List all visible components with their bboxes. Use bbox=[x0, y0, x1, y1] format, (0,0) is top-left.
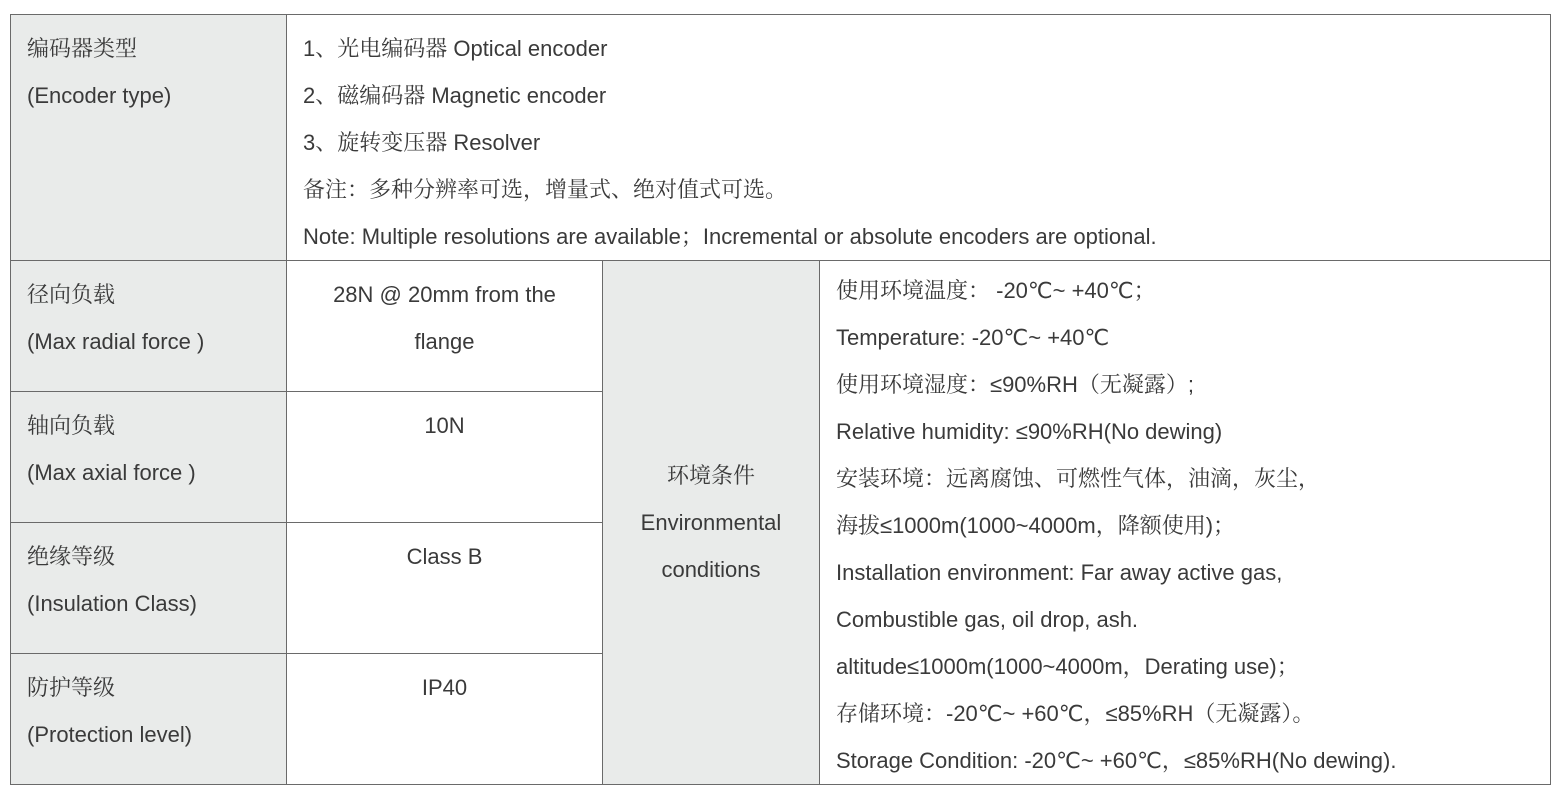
encoder-option-resolver: 3、旋转变压器 Resolver bbox=[303, 130, 541, 155]
axial-force-label bbox=[11, 392, 287, 523]
encoder-option-optical: 1、光电编码器 Optical encoder bbox=[303, 36, 608, 61]
encoder-option-magnetic: 2、磁编码器 Magnetic encoder bbox=[303, 83, 607, 108]
env-installation-zh: 安装环境：远离腐蚀、可燃性气体，油滴，灰尘， bbox=[836, 466, 1321, 491]
encoder-note-zh: 备注：多种分辨率可选，增量式、绝对值式可选。 bbox=[303, 177, 788, 202]
radial-force-value-line-2: flange bbox=[414, 329, 475, 354]
env-temperature-zh: 使用环境温度： -20℃~ +40℃； bbox=[836, 278, 1156, 303]
env-altitude-zh: 海拔≤1000m(1000~4000m，降额使用)； bbox=[836, 513, 1236, 538]
radial-force-label bbox=[11, 261, 287, 392]
protection-level-label-zh: 防护等级 bbox=[27, 675, 116, 700]
insulation-class-label-en: (Insulation Class) bbox=[27, 591, 197, 616]
env-installation-en-2: Combustible gas, oil drop, ash. bbox=[836, 607, 1139, 632]
env-humidity-en: Relative humidity: ≤90%RH(No dewing) bbox=[836, 419, 1223, 444]
radial-force-row bbox=[11, 261, 1551, 392]
env-storage-zh: 存储环境：-20℃~ +60℃，≤85%RH（无凝露）。 bbox=[836, 701, 1315, 726]
encoder-note-en: Note: Multiple resolutions are available；Incremental or absolute encoders are optional. bbox=[303, 224, 1157, 249]
radial-force-label-en: (Max radial force ) bbox=[27, 329, 205, 354]
insulation-class-value-text: Class B bbox=[406, 544, 483, 569]
protection-level-label bbox=[11, 654, 287, 785]
axial-force-value-text: 10N bbox=[424, 413, 465, 438]
axial-force-value bbox=[287, 392, 603, 523]
protection-level-value-text: IP40 bbox=[421, 675, 468, 700]
radial-force-label-zh: 径向负载 bbox=[27, 282, 116, 307]
environment-title-cell bbox=[603, 261, 820, 785]
environment-title-en-1: Environmental bbox=[640, 510, 782, 535]
env-temperature-en: Temperature: -20℃~ +40℃ bbox=[836, 325, 1110, 350]
encoder-type-row bbox=[11, 15, 1551, 261]
env-installation-en-1: Installation environment: Far away active gas, bbox=[836, 560, 1283, 585]
encoder-type-value bbox=[287, 15, 1551, 261]
encoder-type-label-en: (Encoder type) bbox=[27, 83, 172, 108]
environment-details-cell bbox=[820, 261, 1551, 785]
protection-level-label-en: (Protection level) bbox=[27, 722, 193, 747]
environment-title-zh: 环境条件 bbox=[666, 463, 755, 488]
encoder-type-label-zh: 编码器类型 bbox=[27, 36, 138, 61]
env-storage-en: Storage Condition: -20℃~ +60℃，≤85%RH(No dewing). bbox=[836, 748, 1397, 773]
env-altitude-en: altitude≤1000m(1000~4000m，Derating use)； bbox=[836, 654, 1299, 679]
insulation-class-label bbox=[11, 523, 287, 654]
environment-title-en-2: conditions bbox=[661, 557, 761, 582]
radial-force-value bbox=[287, 261, 603, 392]
axial-force-label-zh: 轴向负载 bbox=[27, 413, 116, 438]
insulation-class-label-zh: 绝缘等级 bbox=[27, 544, 116, 569]
radial-force-value-line-1: 28N @ 20mm from the bbox=[333, 282, 556, 307]
axial-force-label-en: (Max axial force ) bbox=[27, 460, 196, 485]
protection-level-value bbox=[287, 654, 603, 785]
env-humidity-zh: 使用环境湿度：≤90%RH（无凝露）; bbox=[836, 372, 1194, 397]
spec-table bbox=[10, 14, 1551, 785]
insulation-class-value bbox=[287, 523, 603, 654]
encoder-type-label bbox=[11, 15, 287, 261]
